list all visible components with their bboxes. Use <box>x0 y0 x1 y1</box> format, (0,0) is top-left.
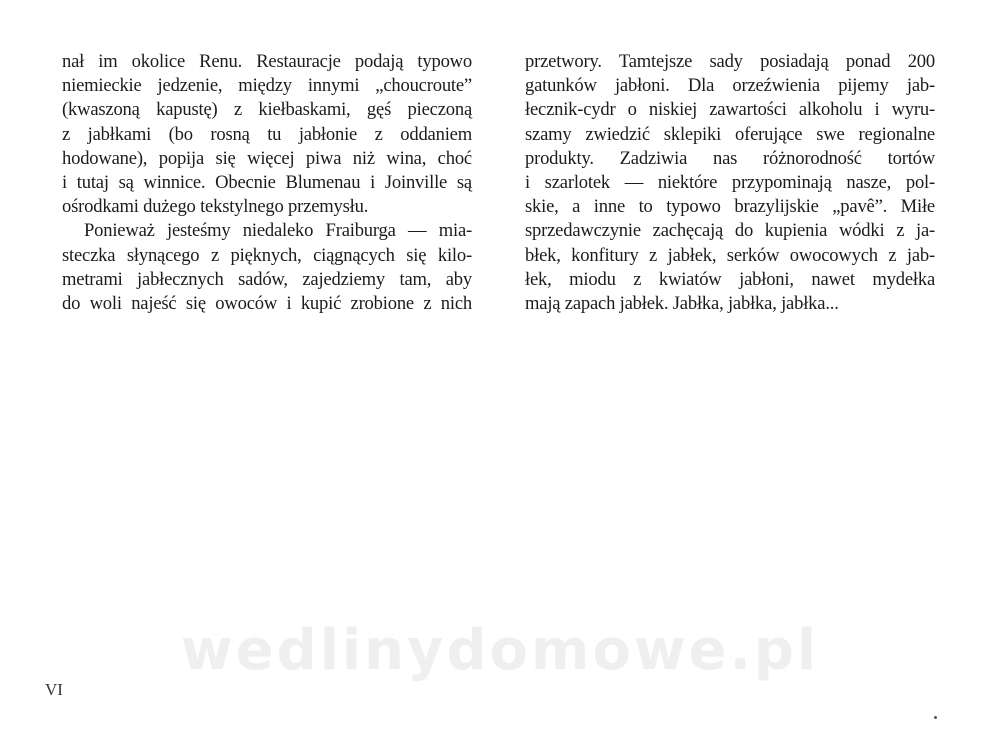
text-line: z jabłkami (bo rosną tu jabłonie z oddaniem <box>62 123 472 145</box>
text-line: steczka słynącego z pięknych, ciągnących się kilo- <box>62 244 472 266</box>
text-line: nał im okolice Renu. Restauracje podają typowo <box>62 51 472 72</box>
text-line: błek, konfitury z jabłek, serków owocowych z jab- <box>525 244 935 266</box>
paragraph-start-line: Ponieważ jesteśmy niedaleko Fraiburga — mia- <box>84 220 472 242</box>
text-line: łecznik-cydr o niskiej zawartości alkoholu i wyru- <box>525 99 935 121</box>
text-line: (kwaszoną kapustę) z kiełbaskami, gęś pieczoną <box>62 99 472 121</box>
paragraph-end-line: mają zapach jabłek. Jabłka, jabłka, jabłka... <box>525 292 839 314</box>
text-line: szamy zwiedzić sklepiki oferujące swe regionalne <box>525 123 935 145</box>
print-speck <box>934 716 937 719</box>
text-line: gatunków jabłoni. Dla orzeźwienia pijemy jab- <box>525 75 935 97</box>
text-line: hodowane), popija się więcej piwa niż wina, choć <box>62 147 472 169</box>
watermark: wedlinydomowe.pl <box>180 618 820 683</box>
page-number: VI <box>45 680 63 699</box>
text-line: do woli najeść się owoców i kupić zrobione z nich <box>62 292 472 314</box>
text-line: produkty. Zadziwia nas różnorodność tortów <box>525 147 935 169</box>
text-line: skie, a inne to typowo brazylijskie „pavê”. Miłe <box>525 196 935 218</box>
text-line: przetwory. Tamtejsze sady posiadają ponad 200 <box>525 51 935 72</box>
text-line: i szarlotek — niektóre przypominają nasze, pol- <box>525 171 935 193</box>
text-line: niemieckie jedzenie, między innymi „choucroute” <box>62 75 472 97</box>
text-line: łek, miodu z kwiatów jabłoni, nawet mydełka <box>525 268 935 290</box>
text-line: sprzedawczynie zachęcają do kupienia wódki z ja- <box>525 220 935 242</box>
paragraph-end-line: ośrodkami dużego tekstylnego przemysłu. <box>62 196 369 218</box>
text-line: metrami jabłecznych sadów, zajedziemy tam, aby <box>62 268 472 290</box>
text-column-left <box>62 50 472 316</box>
text-line: i tutaj są winnice. Obecnie Blumenau i Joinville są <box>62 171 472 193</box>
text-column-right <box>525 50 935 316</box>
